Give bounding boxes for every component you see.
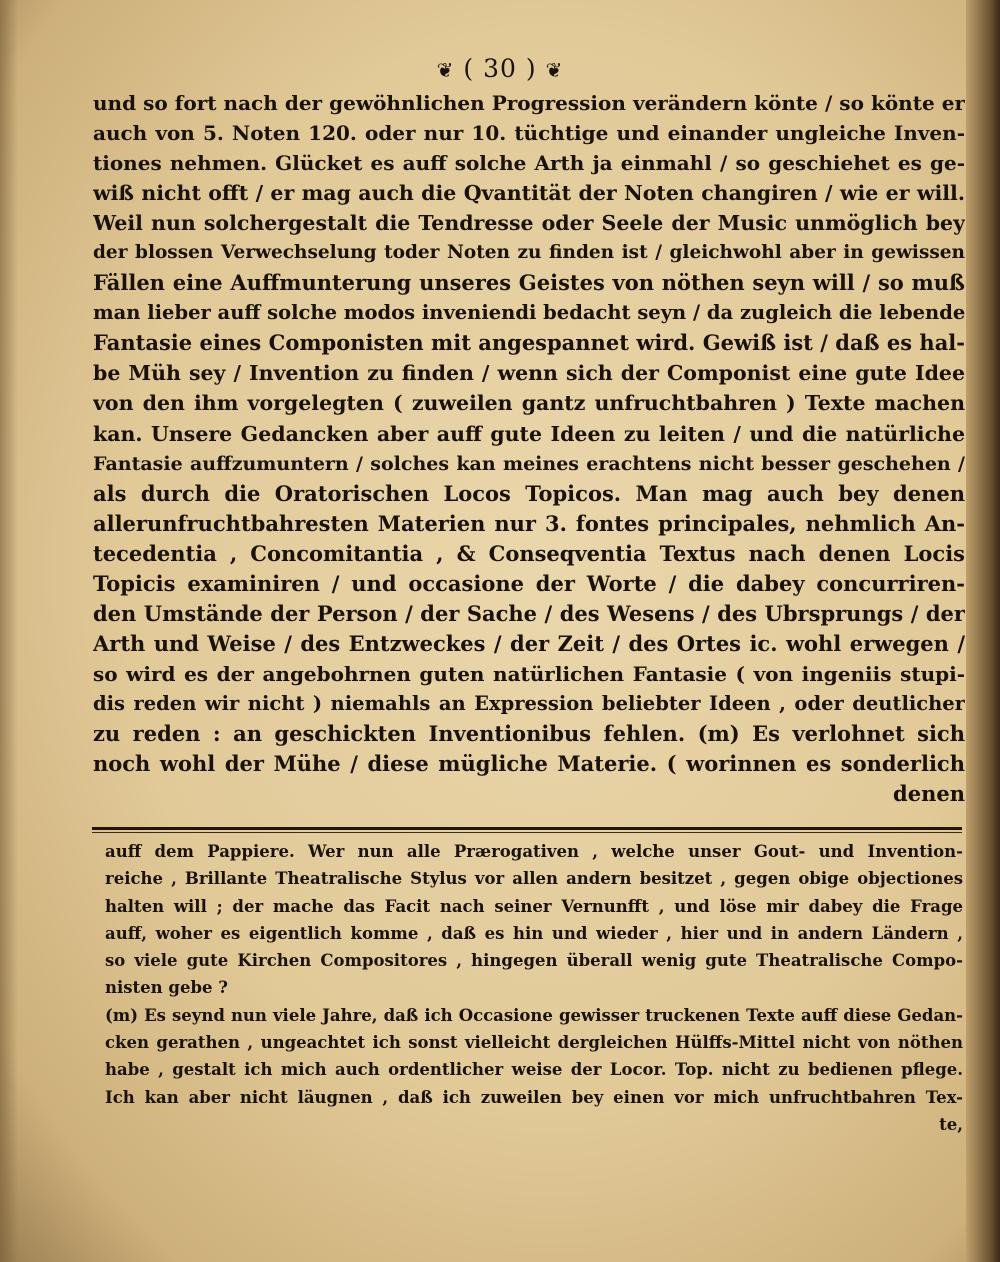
text-line: tecedentia , Concomitantia , & Conseqventia Textus nach denen Locis	[93, 540, 965, 566]
page-number: ( 30 )	[463, 54, 537, 83]
footnotes	[105, 838, 963, 1138]
text-line: allerunfruchtbahresten Materien nur 3. fontes principales, nehmlich An-	[93, 510, 965, 536]
footnote-catchword: te,	[939, 1114, 963, 1134]
text-line: Weil nun solchergestalt die Tendresse oder Seele der Music unmöglich bey	[93, 211, 965, 236]
text-line: noch wohl der Mühe / diese mügliche Materie. ( worinnen es sonderlich	[93, 751, 965, 777]
footnote-divider	[92, 827, 962, 830]
ornament-left-icon: ❦	[436, 58, 455, 82]
catchword: denen	[893, 781, 965, 807]
footnote-line: Ich kan aber nicht läugnen , daß ich zuweilen bey einen vor mich unfruchtbahren Tex-	[105, 1087, 963, 1107]
text-line: Fällen eine Auffmunterung unseres Geistes von nöthen seyn will / so muß	[93, 270, 965, 296]
footnote-divider-thin	[92, 832, 962, 833]
text-line: auch von 5. Noten 120. oder nur 10. tüchtige und einander ungleiche Inven-	[93, 121, 965, 146]
text-line: als durch die Oratorischen Locos Topicos. Man mag auch bey denen	[93, 480, 965, 506]
text-line: wiß nicht offt / er mag auch die Qvantität der Noten changiren / wie er will.	[93, 181, 965, 206]
footnote-line: halten will ; der mache das Facit nach seiner Vernunfft , und löse mir dabey die Frage	[105, 896, 963, 916]
page-left-shadow	[0, 0, 18, 1262]
page-right-edge	[966, 0, 1000, 1262]
footnote-line: so viele gute Kirchen Compositores , hingegen überall wenig gute Theatralische Compo-	[105, 951, 963, 971]
footnote-line: auff, woher es eigentlich komme , daß es hin und wieder , hier und in andern Ländern ,	[105, 923, 963, 943]
text-line: und so fort nach der gewöhnlichen Progression verändern könte / so könte er	[93, 91, 965, 115]
footnote-line: auff dem Pappiere. Wer nun alle Prærogativen , welche unser Gout- und Invention-	[105, 842, 963, 861]
text-line: be Müh sey / Invention zu finden / wenn sich der Componist eine gute Idee	[93, 361, 965, 386]
main-text	[93, 88, 965, 809]
text-line: kan. Unsere Gedancken aber auff gute Ideen zu leiten / und die natürliche	[93, 421, 965, 446]
text-line: Fantasie eines Componisten mit angespannet wird. Gewiß ist / daß es hal-	[93, 330, 965, 356]
footnote-line: (m) Es seynd nun viele Jahre, daß ich Occasione gewisser truckenen Texte auff diese Gedan-	[105, 1005, 963, 1025]
text-line: Fantasie auffzumuntern / solches kan meines erachtens nicht besser geschehen /	[93, 452, 965, 475]
text-line: Arth und Weise / des Entzweckes / der Zeit / des Ortes ic. wohl erwegen /	[93, 630, 965, 656]
footnote-line: cken gerathen , ungeachtet ich sonst vielleicht dergleichen Hülffs-Mittel nicht von nöthen	[105, 1033, 963, 1053]
text-line: der blossen Verwechselung toder Noten zu finden ist / gleichwohl aber in gewissen	[93, 242, 965, 264]
footnote-line: nisten gebe ?	[105, 978, 228, 998]
text-line: tiones nehmen. Glücket es auff solche Arth ja einmahl / so geschiehet es ge-	[93, 151, 965, 176]
text-line: zu reden : an geschickten Inventionibus fehlen. (m) Es verlohnet sich	[93, 720, 965, 746]
footnote-line: reiche , Brillante Theatralische Stylus vor allen andern besitzet , gegen obige objectiones	[105, 869, 963, 889]
text-line: so wird es der angebohrnen guten natürlichen Fantasie ( von ingeniis stupi-	[93, 661, 965, 686]
text-line: von den ihm vorgelegten ( zuweilen gantz unfruchtbahren ) Texte machen	[93, 391, 965, 416]
text-line: Topicis examiniren / und occasione der Worte / die dabey concurriren-	[93, 570, 965, 596]
text-line: man lieber auff solche modos inveniendi bedacht seyn / da zugleich die lebende	[93, 301, 965, 325]
page-header	[0, 54, 1000, 83]
ornament-right-icon: ❦	[545, 58, 564, 82]
text-line: dis reden wir nicht ) niemahls an Expression beliebter Ideen , oder deutlicher	[93, 691, 965, 715]
footnote-line: habe , gestalt ich mich auch ordentlicher weise der Locor. Top. nicht zu bedienen pflege.	[105, 1060, 963, 1080]
text-line: den Umstände der Person / der Sache / des Wesens / des Ubrsprungs / der	[93, 600, 965, 626]
